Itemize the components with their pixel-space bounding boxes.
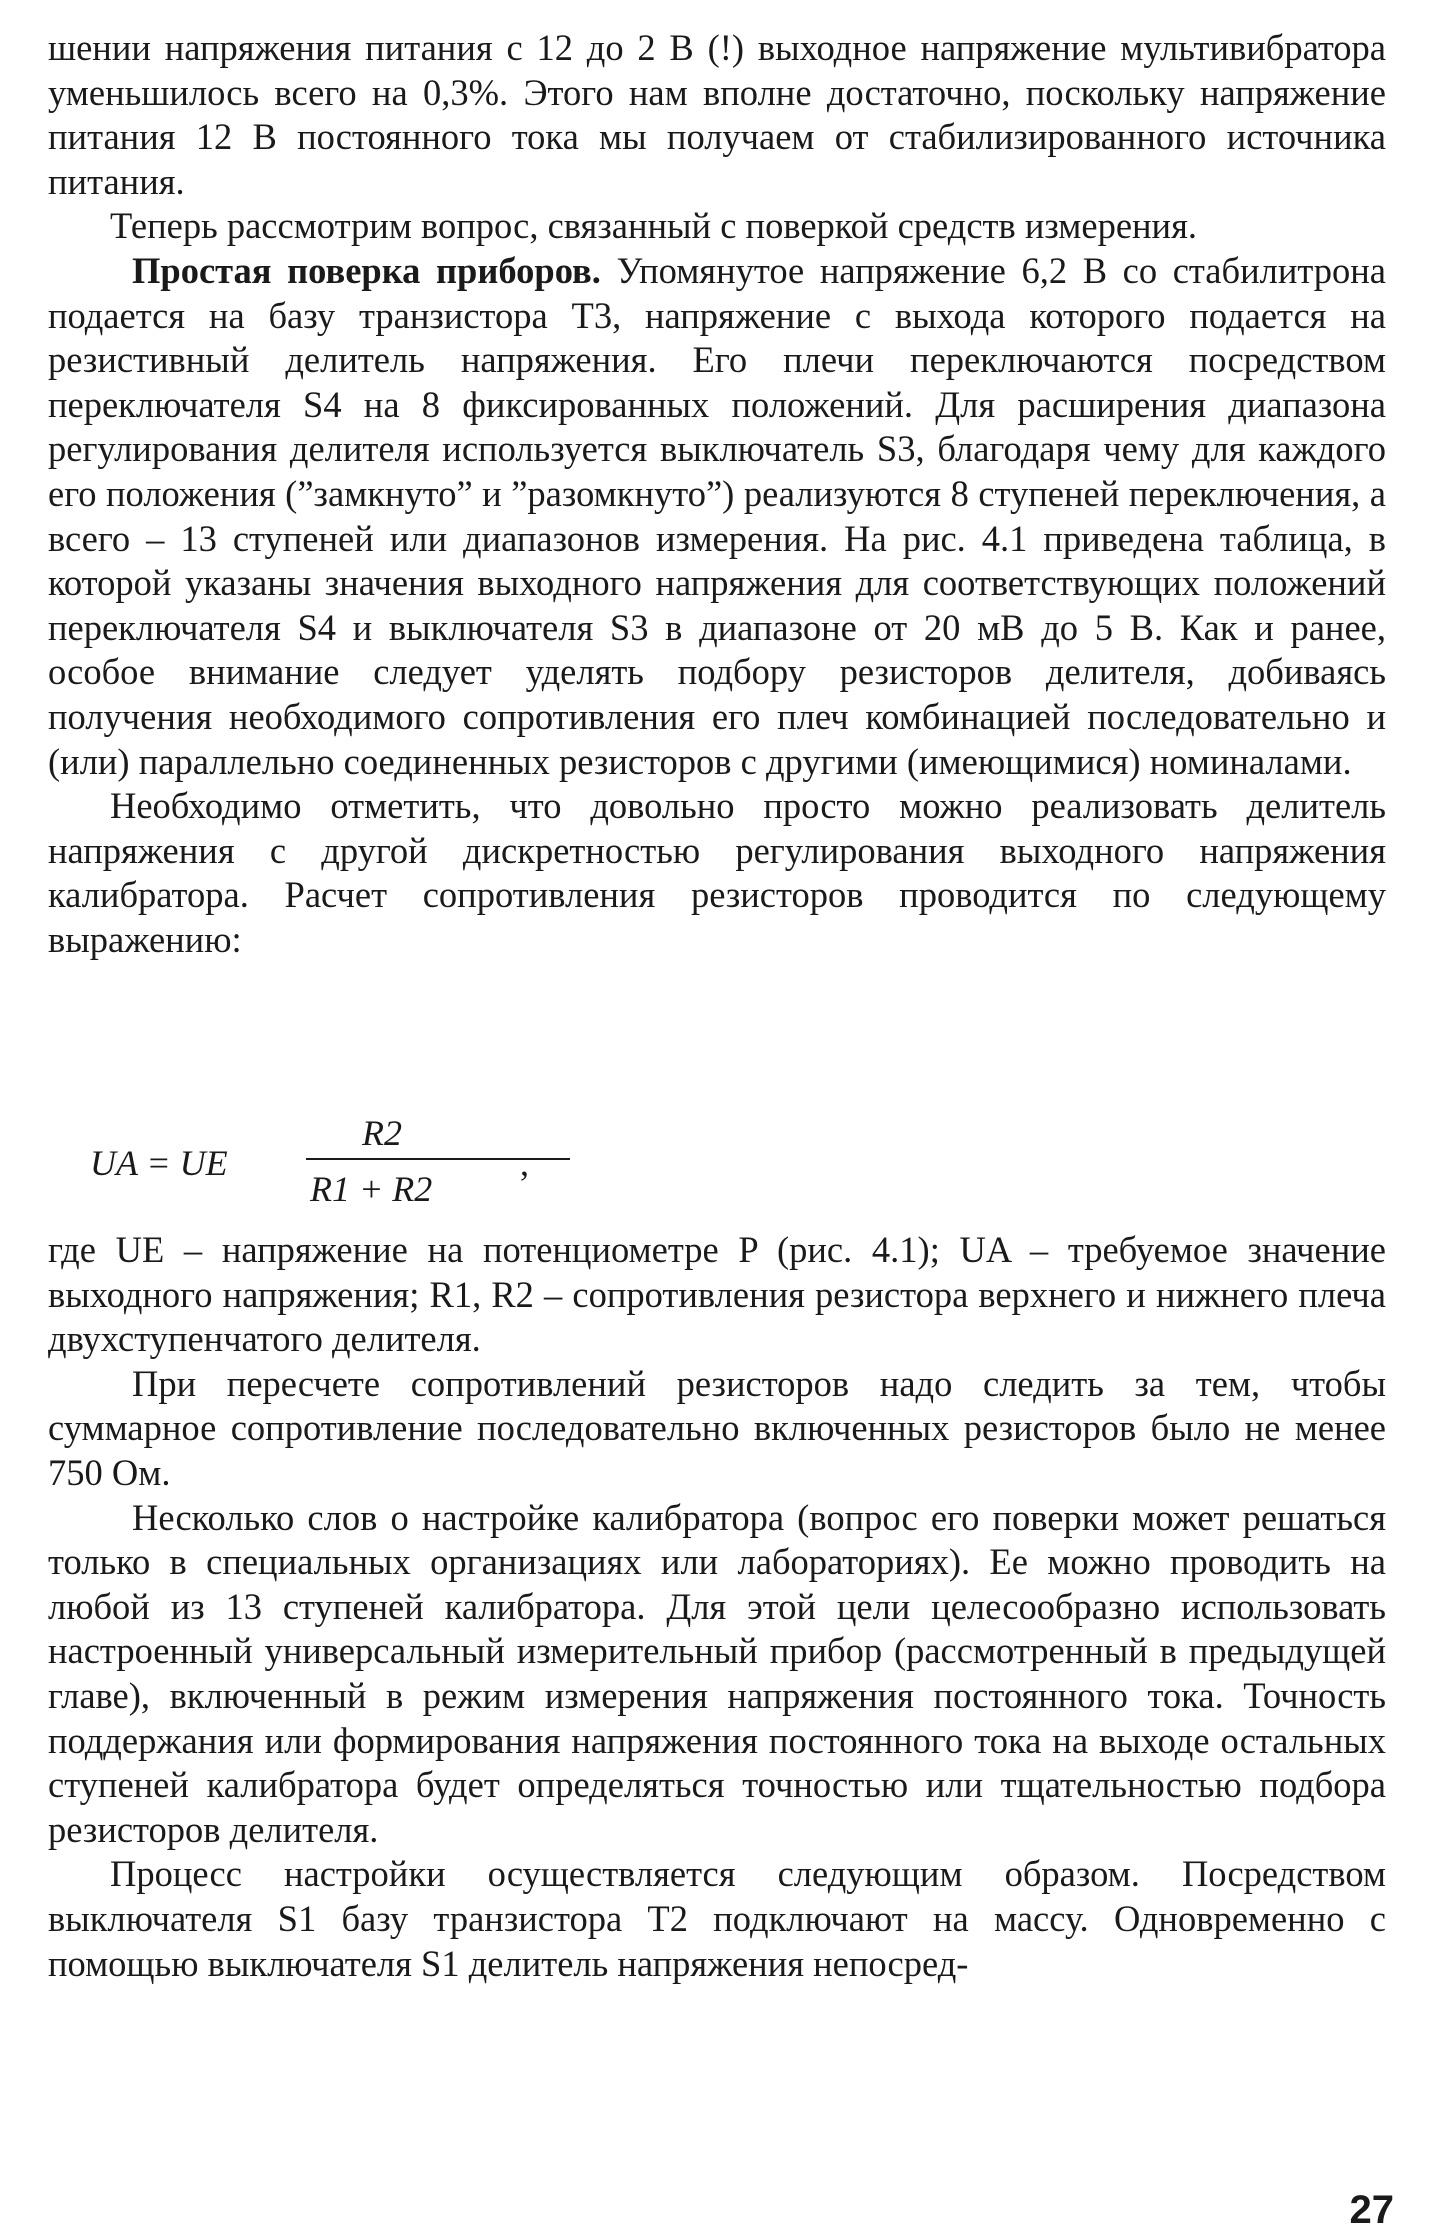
- page-number: 27: [1349, 2188, 1394, 2232]
- paragraph-3: [48, 249, 1386, 784]
- paragraph-7: Несколько слов о настройке калибратора (вопрос его поверки может решаться только в специальных организациях или лабораториях). Ее можно проводить на любой из 13 ступеней калибратора. Для этой цели целесообразно использовать настроенный универсальный измерительный прибор (рассмотренный в предыдущей главе), включенный в режим измерения напряжения постоянного тока. Точность поддержания или формирования напряжения постоянного тока на выходе остальных ступеней калибратора будет определяться точностью или тщательностью подбора резисторов делителя.: [48, 1496, 1386, 1850]
- formula-numerator: R2: [362, 1113, 402, 1153]
- run-in-heading: Простая поверка приборов.: [132, 249, 601, 291]
- formula-denominator: R1 + R2: [310, 1169, 433, 1209]
- paragraph-4: Необходимо отметить, что довольно просто можно реализовать делитель напряжения с другой дискретностью регулирования выходного напряжения калибратора. Расчет сопротивления резисторов проводится по следующему выражению:: [48, 785, 1386, 960]
- paragraph-3-body: Упомянутое напряжение 6,2 В со стабилитрона подается на базу транзистора T3, напряжение с выхода которого подается на резистивный делитель напряжения. Его плечи переключаются посредством переключателя S4 на 8 фиксированных положений. Для расширения диапазона регулирования делителя используется выключатель S3, благодаря чему для каждого его положения (”замкнуто” и ”разомкнуто”) реализуются 8 ступеней переключения, а всего – 13 ступеней или диапазонов измерения. На рис. 4.1 приведена таблица, в которой указаны значения выходного напряжения для соответствующих положений переключателя S4 и выключателя S3 в диапазоне от 20 мВ до 5 В. Как и ранее, особое внимание следует уделять подбору резисторов делителя, добиваясь получения необходимого сопротивления его плеч комбинацией последовательно и (или) параллельно соединенных резисторов с другими (имеющимися) номиналами.: [48, 249, 1386, 782]
- formula-comma: ,: [520, 1143, 529, 1183]
- paragraph-8: Процесс настройки осуществляется следующим образом. Посредством выключателя S1 базу транзистора T2 подключают на массу. Одновременно с помощью выключателя S1 делитель напряжения непосред-: [48, 1853, 1386, 1984]
- paragraph-5: где UE – напряжение на потенциометре P (рис. 4.1); UA – требуемое значение выходного напряжения; R1, R2 – сопротивления резистора верхнего и нижнего плеча двухступенчатого делителя.: [48, 1229, 1386, 1360]
- text-block-top: [48, 26, 1386, 962]
- paragraph-1: шении напряжения питания с 12 до 2 В (!) выходное напряжение мультивибратора уменьшилось всего на 0,3%. Этого нам вполне достаточно, поскольку напряжение питания 12 В постоянного тока мы получаем от стабилизированного источника питания.: [48, 27, 1386, 202]
- paragraph-2: Теперь рассмотрим вопрос, связанный с поверкой средств измерения.: [110, 205, 1197, 247]
- fraction-bar: [306, 1158, 570, 1160]
- text-block-bottom: [48, 1228, 1386, 1986]
- formula-lhs: UA = UE: [90, 1143, 228, 1183]
- paragraph-6: При пересчете сопротивлений резисторов надо следить за тем, чтобы суммарное сопротивление последовательно включенных резисторов было не менее 750 Ом.: [48, 1362, 1386, 1493]
- formula: [90, 1112, 590, 1222]
